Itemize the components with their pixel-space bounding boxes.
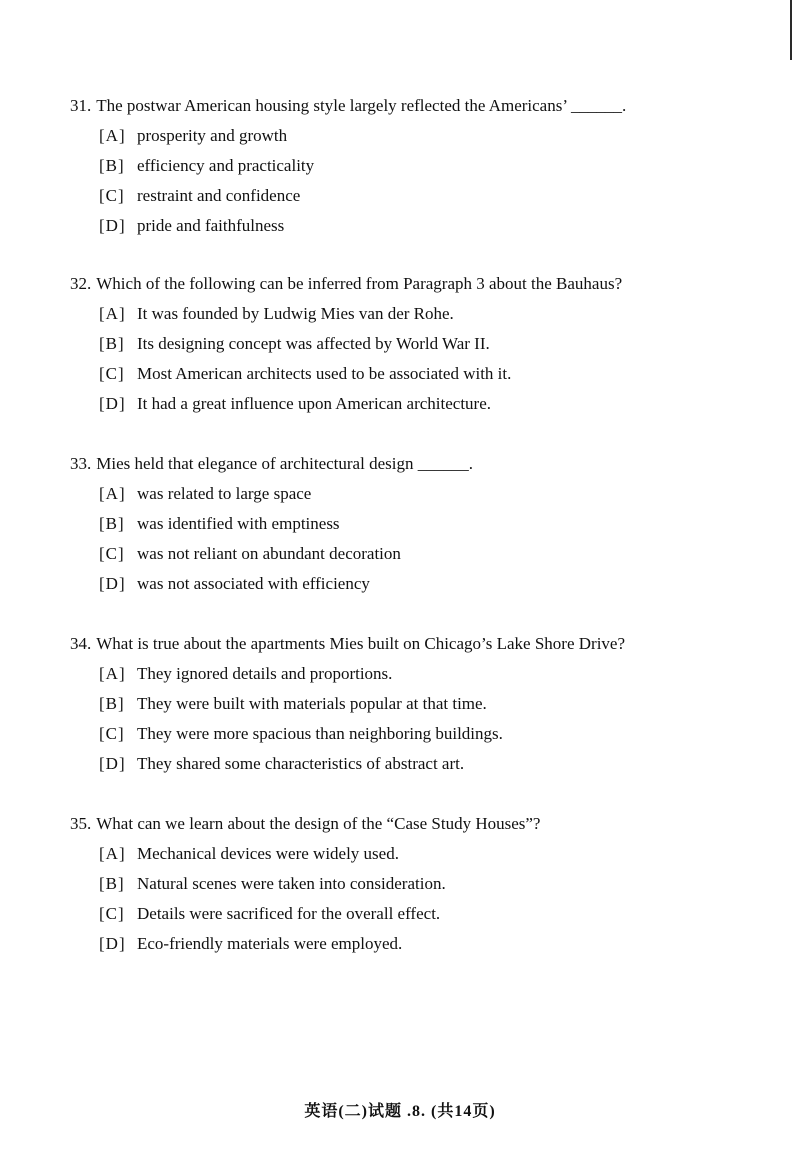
option-letter: [D] bbox=[99, 394, 126, 413]
option-text: was not reliant on abundant decoration bbox=[137, 544, 401, 563]
option-letter: [B] bbox=[99, 334, 125, 353]
option-a bbox=[99, 124, 789, 148]
option-text: Eco-friendly materials were employed. bbox=[137, 934, 403, 953]
question-stem bbox=[70, 94, 760, 118]
question-stem bbox=[70, 632, 760, 656]
option-letter: [A] bbox=[99, 664, 126, 683]
option-d bbox=[99, 572, 789, 596]
option-b bbox=[99, 332, 789, 356]
option-letter: [D] bbox=[99, 934, 126, 953]
option-text: was related to large space bbox=[137, 484, 312, 503]
option-letter: [A] bbox=[99, 126, 126, 145]
option-a bbox=[99, 842, 789, 866]
option-text: was identified with emptiness bbox=[137, 514, 340, 533]
question-number: 32. bbox=[70, 274, 92, 293]
option-text: They were more spacious than neighboring buildings. bbox=[137, 724, 503, 743]
option-c bbox=[99, 722, 789, 746]
option-text: restraint and confidence bbox=[137, 186, 301, 205]
option-text: They shared some characteristics of abstract art. bbox=[137, 754, 465, 773]
question-number: 34. bbox=[70, 634, 92, 653]
option-c bbox=[99, 542, 789, 566]
option-a bbox=[99, 662, 789, 686]
question-33 bbox=[70, 452, 760, 596]
option-letter: [C] bbox=[99, 186, 125, 205]
option-b bbox=[99, 512, 789, 536]
option-text: Mechanical devices were widely used. bbox=[137, 844, 399, 863]
question-32 bbox=[70, 272, 760, 416]
question-text: What can we learn about the design of the “Case Study Houses”? bbox=[96, 814, 541, 833]
option-text: They were built with materials popular at that time. bbox=[137, 694, 487, 713]
question-31 bbox=[70, 94, 760, 238]
option-text: It had a great influence upon American architecture. bbox=[137, 394, 491, 413]
option-c bbox=[99, 362, 789, 386]
option-letter: [B] bbox=[99, 694, 125, 713]
question-stem bbox=[70, 272, 760, 296]
option-text: It was founded by Ludwig Mies van der Rohe. bbox=[137, 304, 454, 323]
question-number: 35. bbox=[70, 814, 92, 833]
question-text: Mies held that elegance of architectural design ______. bbox=[96, 454, 473, 473]
question-text: Which of the following can be inferred from Paragraph 3 about the Bauhaus? bbox=[96, 274, 623, 293]
option-a bbox=[99, 482, 789, 506]
question-stem bbox=[70, 812, 760, 836]
option-b bbox=[99, 872, 789, 896]
option-letter: [D] bbox=[99, 574, 126, 593]
question-stem bbox=[70, 452, 760, 476]
option-letter: [D] bbox=[99, 216, 126, 235]
option-text: Details were sacrificed for the overall effect. bbox=[137, 904, 441, 923]
option-letter: [A] bbox=[99, 484, 126, 503]
question-text: The postwar American housing style largely reflected the Americans’ ______. bbox=[96, 96, 627, 115]
option-b bbox=[99, 154, 789, 178]
page-footer: 英语(二)试题 .8. (共14页) bbox=[304, 1103, 496, 1120]
question-number: 33. bbox=[70, 454, 92, 473]
option-d bbox=[99, 932, 789, 956]
scan-edge-line bbox=[790, 0, 792, 60]
option-a bbox=[99, 302, 789, 326]
question-text: What is true about the apartments Mies built on Chicago’s Lake Shore Drive? bbox=[96, 634, 626, 653]
option-letter: [C] bbox=[99, 724, 125, 743]
option-text: They ignored details and proportions. bbox=[137, 664, 393, 683]
question-34 bbox=[70, 632, 760, 776]
option-letter: [B] bbox=[99, 874, 125, 893]
option-text: Natural scenes were taken into consideration. bbox=[137, 874, 446, 893]
option-letter: [B] bbox=[99, 514, 125, 533]
option-c bbox=[99, 902, 789, 926]
option-text: pride and faithfulness bbox=[137, 216, 285, 235]
option-text: Most American architects used to be associated with it. bbox=[137, 364, 512, 383]
option-d bbox=[99, 392, 789, 416]
option-letter: [D] bbox=[99, 754, 126, 773]
option-text: Its designing concept was affected by World War II. bbox=[137, 334, 490, 353]
option-letter: [C] bbox=[99, 364, 125, 383]
option-d bbox=[99, 752, 789, 776]
option-letter: [A] bbox=[99, 844, 126, 863]
option-c bbox=[99, 184, 789, 208]
option-letter: [C] bbox=[99, 904, 125, 923]
option-letter: [C] bbox=[99, 544, 125, 563]
option-text: prosperity and growth bbox=[137, 126, 288, 145]
question-35 bbox=[70, 812, 760, 956]
option-d bbox=[99, 214, 789, 238]
option-letter: [B] bbox=[99, 156, 125, 175]
option-letter: [A] bbox=[99, 304, 126, 323]
option-text: efficiency and practicality bbox=[137, 156, 315, 175]
question-number: 31. bbox=[70, 96, 92, 115]
option-b bbox=[99, 692, 789, 716]
option-text: was not associated with efficiency bbox=[137, 574, 370, 593]
